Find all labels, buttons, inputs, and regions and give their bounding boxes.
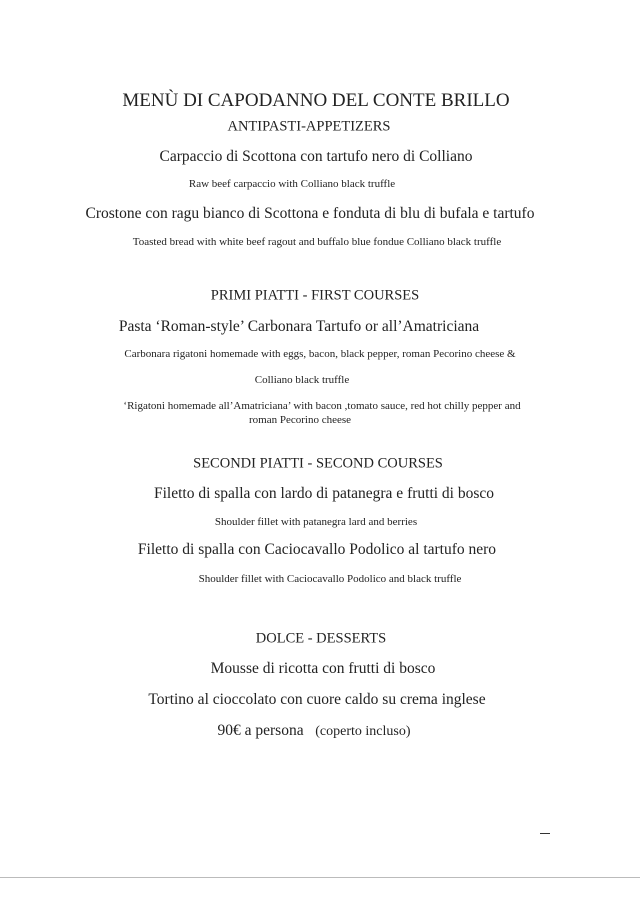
dish-name: Filetto di spalla con lardo di patanegra e frutti di bosco [153,485,495,502]
section-heading-dolce: DOLCE - DESSERTS [255,630,387,647]
menu-title: MENÙ DI CAPODANNO DEL CONTE BRILLO [122,90,510,111]
dish-name: Mousse di ricotta con frutti di bosco [210,660,436,677]
section-heading-secondi: SECONDI PIATTI - SECOND COURSES [193,455,443,472]
price-line [218,722,411,740]
page-edge-line [0,877,640,878]
dish-description: Toasted bread with white beef ragout and buffalo blue fondue Colliano black truffle [132,236,502,248]
page-mark [540,833,550,834]
dish-name: Carpaccio di Scottona con tartufo nero di Colliano [159,148,473,165]
dish-name: Filetto di spalla con Caciocavallo Podolico al tartufo nero [137,541,497,558]
dish-name: Crostone con ragu bianco di Scottona e fonduta di blu di bufala e tartufo [85,205,535,222]
dish-name: Tortino al cioccolato con cuore caldo su crema inglese [148,691,486,708]
dish-description: roman Pecorino cheese [248,414,352,426]
dish-description: Shoulder fillet with Caciocavallo Podolico and black truffle [198,573,462,585]
dish-description: Colliano black truffle [254,374,350,386]
section-heading-primi: PRIMI PIATTI - FIRST COURSES [210,287,420,304]
dish-description: Raw beef carpaccio with Colliano black truffle [188,178,396,190]
section-heading-antipasti: ANTIPASTI-APPETIZERS [227,118,391,135]
price-note: (coperto incluso) [315,724,411,739]
dish-description: Shoulder fillet with patanegra lard and berries [214,516,418,528]
price-amount: 90€ a persona [217,722,304,739]
dish-description: ‘Rigatoni homemade all’Amatriciana’ with bacon ,tomato sauce, red hot chilly pepper and [123,400,521,412]
dish-description: Carbonara rigatoni homemade with eggs, bacon, black pepper, roman Pecorino cheese & [124,348,516,360]
dish-name: Pasta ‘Roman-style’ Carbonara Tartufo or all’Amatriciana [118,318,480,335]
